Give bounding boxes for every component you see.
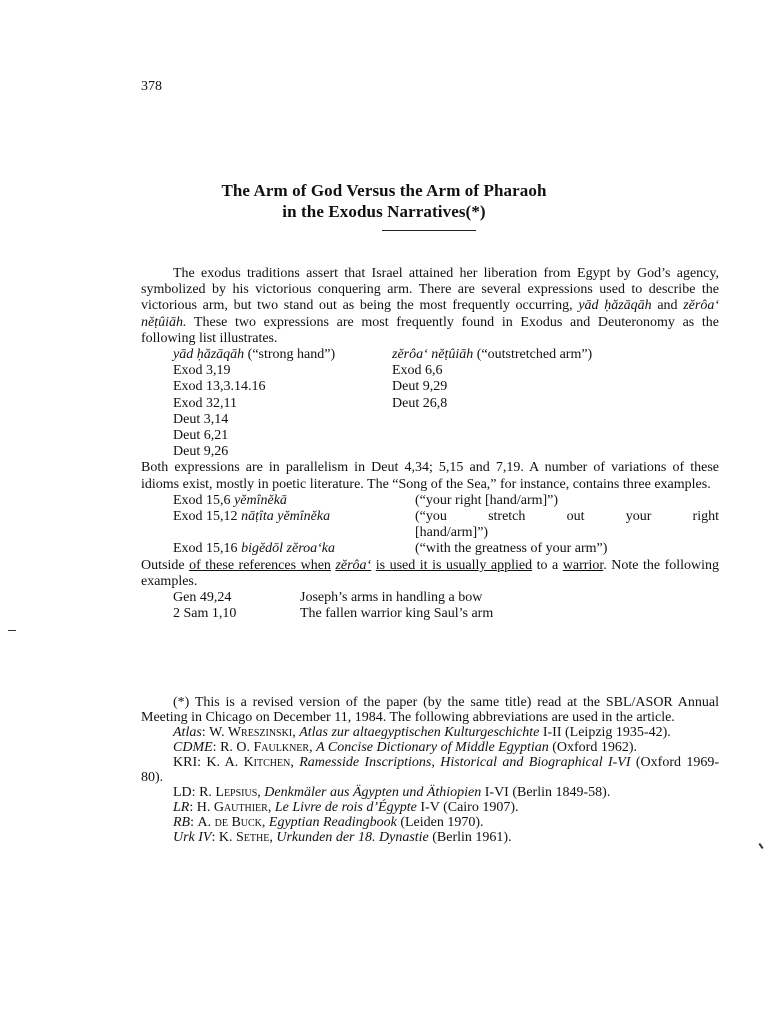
list-item: Exod 6,6: [392, 363, 443, 379]
abbreviation-entry: CDME: R. O. Faulkner, A Concise Dictionary of Middle Egyptian (Oxford 1962).: [173, 740, 637, 755]
margin-mark: [758, 843, 763, 849]
list-item: Deut 26,8: [392, 395, 448, 411]
list-item: Exod 3,19: [173, 363, 231, 379]
intro-paragraph: The exodus traditions assert that Israel attained her liberation from Egypt by God’s agency, symbolized by his victorious conquering arm. There are several expressions used to describe the victorious arm, but two stand out as being the most frequently occurring, yād ḥăzāqāh and zĕrôa‘ nĕṭûiāh. These two expressions are most frequently found in Exodus and Deuteronomy as the following list illustrates.: [141, 266, 720, 346]
warrior-paragraph: Outside of these references when zĕrôa‘ is used it is usually applied to a warrior. Note the following examples.: [141, 557, 720, 589]
parallel-paragraph: Both expressions are in parallelism in Deut 4,34; 5,15 and 7,19. A number of variations of these idioms exist, mostly in poetic literature. The “Song of the Sea,” for instance, contains three examples.: [141, 460, 719, 492]
term-outstretched-arm: zĕrôa‘ nĕṭûiāh.: [141, 298, 720, 330]
example-row: Exod 15,16 bigĕdōl zĕroa‘ka (“with the greatness of your arm”): [173, 541, 608, 557]
abbreviation-entry: Atlas: W. Wreszinski, Atlas zur altaegyptischen Kulturgeschichte I-II (Leipzig 1935-42).: [173, 725, 671, 740]
list-item: Exod 32,11: [173, 395, 238, 411]
title-rule: [382, 230, 476, 231]
list-item: Deut 6,21: [173, 428, 229, 444]
example-row: 2 Sam 1,10 The fallen warrior king Saul’s arm: [173, 606, 494, 622]
expression-list: [141, 347, 719, 460]
title-line-2: in the Exodus Narratives(*): [282, 202, 486, 221]
list-item: Exod 13,3.14.16: [173, 379, 266, 395]
article-body: [141, 266, 719, 622]
title-line-1: The Arm of God Versus the Arm of Pharaoh: [221, 181, 547, 200]
abbreviation-entry: LR: H. Gauthier, Le Livre de rois d’Égypte I-V (Cairo 1907).: [173, 800, 519, 815]
footnote-intro: (*) This is a revised version of the paper (by the same title) read at the SBL/ASOR Annual Meeting in Chicago on December 11, 1984. The following abbreviations are used in the article.: [141, 695, 719, 725]
term-strong-hand: yād ḥăzāqāh: [578, 298, 652, 314]
page-number: 378: [141, 79, 162, 94]
list-item: Deut 9,29: [392, 379, 448, 395]
margin-mark: [8, 630, 16, 631]
example-row: Exod 15,12 nāṭîta yĕmînĕka (“you stretch out your right [hand/arm]”): [173, 509, 719, 541]
list-column-strong-hand: [141, 347, 392, 460]
article-title: [0, 180, 768, 231]
abbreviation-entry: Urk IV: K. Sethe, Urkunden der 18. Dynastie (Berlin 1961).: [173, 830, 512, 845]
list-column-outstretched-arm: [392, 347, 643, 460]
list-item: Deut 9,26: [173, 444, 229, 460]
list-item: Deut 3,14: [173, 411, 229, 427]
warrior-examples: [141, 590, 719, 622]
example-row: Gen 49,24 Joseph’s arms in handling a bow: [173, 590, 483, 606]
abbreviation-entry: LD: R. Lepsius, Denkmäler aus Ägypten und Äthiopien I-VI (Berlin 1849-58).: [173, 785, 611, 800]
example-row: Exod 15,6 yĕmînĕkā (“your right [hand/arm]”): [173, 492, 559, 508]
list-heading: zĕrôa‘ nĕṭûiāh (“outstretched arm”): [392, 347, 593, 363]
abbreviation-entry: RB: A. de Buck, Egyptian Readingbook (Leiden 1970).: [173, 815, 484, 830]
footnote: [141, 695, 719, 845]
list-heading: yād ḥăzāqāh (“strong hand”): [173, 347, 336, 363]
song-of-sea-examples: [141, 493, 719, 558]
abbreviation-entry: KRI: K. A. Kitchen, Ramesside Inscriptions, Historical and Biographical I-VI (Oxford 1969-80).: [141, 755, 720, 785]
